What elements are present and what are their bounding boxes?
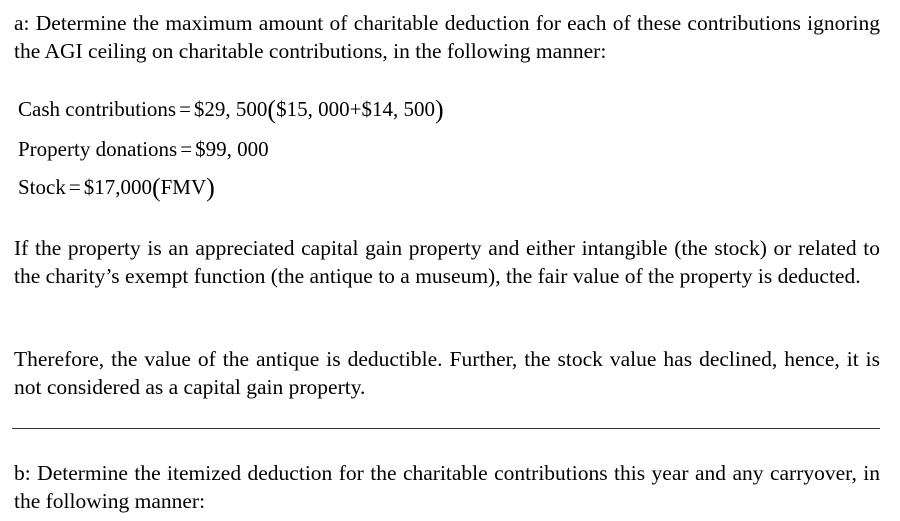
therefore-paragraph: Therefore, the value of the antique is deductible. Further, the stock value has declined, hence, it is not considered as a capital gain property. xyxy=(14,347,880,399)
cash-label: Cash contributions xyxy=(18,97,177,121)
paren-open: ( xyxy=(267,95,277,124)
equation-property-donations xyxy=(18,134,269,164)
property-label: Property donations xyxy=(18,137,178,161)
equals-sign: = xyxy=(68,175,81,199)
paren-open: ( xyxy=(151,173,161,202)
property-rule-paragraph: If the property is an appreciated capital gain property and either intangible (the stock) or related to the charity’s exempt function (the antique to a museum), the fair value of the property is deducted. xyxy=(14,236,880,288)
cash-total: $29, 500 xyxy=(193,97,268,121)
part-a-intro: a: Determine the maximum amount of charitable deduction for each of these contributions ignoring the AGI ceiling on charitable contributions, in the following manner: xyxy=(14,11,880,63)
equation-stock xyxy=(18,172,215,202)
cash-term-1: $15, 000 xyxy=(276,97,350,121)
property-value: $99, 000 xyxy=(195,137,269,161)
equation-cash-contributions xyxy=(18,94,444,124)
stock-label: Stock xyxy=(18,175,66,199)
equals-sign: = xyxy=(179,97,191,121)
paren-close: ) xyxy=(434,95,444,124)
stock-value: $17,000 xyxy=(83,175,152,199)
cash-term-2: $14, 500 xyxy=(361,97,435,121)
equals-sign: = xyxy=(180,137,193,161)
part-b-intro: b: Determine the itemized deduction for the charitable contributions this year and any carryover, in the following manner: xyxy=(14,461,880,513)
plus-sign: + xyxy=(349,97,362,121)
section-divider xyxy=(12,428,880,429)
stock-note: FMV xyxy=(160,175,207,199)
paren-close: ) xyxy=(206,173,215,202)
